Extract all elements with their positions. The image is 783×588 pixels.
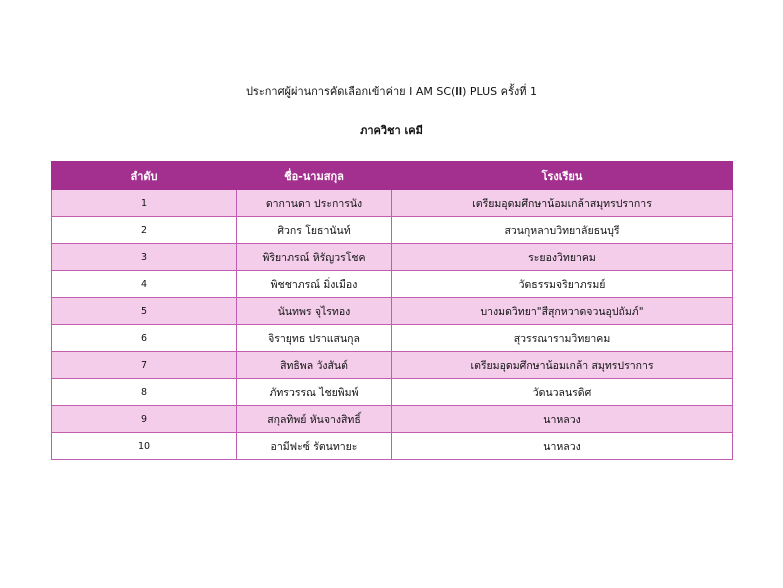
row-school: เตรียมอุดมศึกษาน้อมเกล้าสมุทรปราการ bbox=[392, 190, 733, 217]
table-header-row bbox=[52, 162, 733, 190]
table-row bbox=[52, 433, 733, 460]
table-row bbox=[52, 406, 733, 433]
row-order: 1 bbox=[52, 190, 237, 217]
header-name: ชื่อ-นามสกุล bbox=[237, 162, 392, 190]
row-school: นาหลวง bbox=[392, 433, 733, 460]
page-title: ประกาศผู้ผ่านการคัดเลือกเข้าค่าย I AM SC(𝐈𝐈) PLUS ครั้งที่ 1 bbox=[245, 85, 538, 98]
row-school: บางมดวิทยา"สีสุกหวาดจวนอุปถัมภ์" bbox=[392, 298, 733, 325]
table-row bbox=[52, 217, 733, 244]
header-school: โรงเรียน bbox=[392, 162, 733, 190]
row-order: 5 bbox=[52, 298, 237, 325]
row-order: 2 bbox=[52, 217, 237, 244]
row-order: 7 bbox=[52, 352, 237, 379]
table-row bbox=[52, 190, 733, 217]
row-order: 8 bbox=[52, 379, 237, 406]
row-name: จิรายุทธ ปราแสนกุล bbox=[237, 325, 392, 352]
row-school: เตรียมอุดมศึกษาน้อมเกล้า สมุทรปราการ bbox=[392, 352, 733, 379]
table-row bbox=[52, 271, 733, 298]
department-subtitle: ภาควิชา เคมี bbox=[360, 124, 423, 137]
row-school: สวนกุหลาบวิทยาลัยธนบุรี bbox=[392, 217, 733, 244]
table-row bbox=[52, 244, 733, 271]
row-order: 10 bbox=[52, 433, 237, 460]
table-row bbox=[52, 352, 733, 379]
row-school: วัดนวลนรดิศ bbox=[392, 379, 733, 406]
table-row bbox=[52, 379, 733, 406]
row-order: 6 bbox=[52, 325, 237, 352]
header-order: ลำดับ bbox=[52, 162, 237, 190]
row-name: สกุลทิพย์ หันจางสิทธิ์ bbox=[237, 406, 392, 433]
row-name: นันทพร จุไรทอง bbox=[237, 298, 392, 325]
row-name: สิทธิพล วังสันต์ bbox=[237, 352, 392, 379]
row-order: 3 bbox=[52, 244, 237, 271]
row-name: พิริยาภรณ์ หิรัญวรโชค bbox=[237, 244, 392, 271]
row-school: วัดธรรมจริยาภรมย์ bbox=[392, 271, 733, 298]
row-school: นาหลวง bbox=[392, 406, 733, 433]
row-name: ภัทรวรรณ ไชยพิมพ์ bbox=[237, 379, 392, 406]
table-row bbox=[52, 325, 733, 352]
row-name: อามีฟะซ์ รัตนทายะ bbox=[237, 433, 392, 460]
row-school: ระยองวิทยาคม bbox=[392, 244, 733, 271]
row-order: 4 bbox=[52, 271, 237, 298]
row-school: สุวรรณารามวิทยาคม bbox=[392, 325, 733, 352]
row-name: พิชชาภรณ์ มิ่งเมือง bbox=[237, 271, 392, 298]
table-row bbox=[52, 298, 733, 325]
row-name: ดากานดา ประการนัง bbox=[237, 190, 392, 217]
row-name: ศิวกร โยธานันท์ bbox=[237, 217, 392, 244]
results-table bbox=[51, 161, 733, 460]
row-order: 9 bbox=[52, 406, 237, 433]
